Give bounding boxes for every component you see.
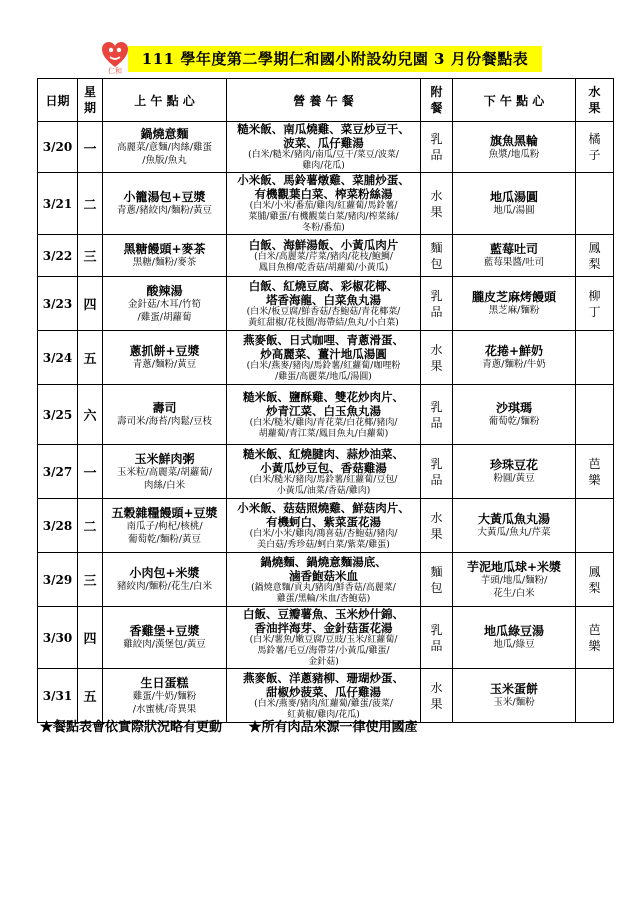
lunch-dishes: 白飯、紅燒豆腐、彩椒花椰、 xyxy=(248,278,399,293)
fruit-text: 鳳 xyxy=(588,564,601,579)
footer-notes xyxy=(40,716,620,735)
lunch-cell xyxy=(227,499,421,553)
header-weekday: 星 期 xyxy=(78,79,103,122)
table-row xyxy=(38,385,614,445)
afternoon-snack-name: 朧皮芝麻烤饅頭 xyxy=(471,290,556,304)
lunch-ingredients: (白米/薯魚/嫩豆腐/豆豉/玉米/紅蘿蔔/ xyxy=(249,635,398,645)
date-cell: 3/30 xyxy=(38,607,78,669)
afternoon-snack-ingredients: 地瓜/綠豆 xyxy=(493,639,535,650)
morning-snack-name: 黑糖饅頭+麥茶 xyxy=(123,242,206,256)
table-row xyxy=(38,122,614,173)
morning-snack-ingredients: 葡萄乾/麵粉/黃豆 xyxy=(128,533,201,545)
header-morning: 上 午 點 心 xyxy=(103,79,227,122)
header-fruit: 水 果 xyxy=(576,79,614,122)
side-cell xyxy=(421,499,453,553)
table-row xyxy=(38,331,614,385)
weekday-cell: 一 xyxy=(78,445,103,499)
afternoon-snack-cell xyxy=(453,277,576,331)
lunch-ingredients: (白米/板豆腐/鮮香菇/杏鮑菇/青花椰菜/ xyxy=(246,306,401,317)
morning-snack-name: 小籠湯包+豆漿 xyxy=(123,190,206,204)
side-text: 果 xyxy=(430,696,443,711)
morning-snack-ingredients: 玉米粒/高麗菜/胡蘿蔔/ xyxy=(116,466,213,478)
side-text: 果 xyxy=(430,526,443,541)
header-afternoon: 下 午 點 心 xyxy=(453,79,576,122)
morning-snack-ingredients: /水蜜桃/奇異果 xyxy=(132,703,197,715)
side-text: 果 xyxy=(430,204,443,219)
morning-snack-name: 酸辣湯 xyxy=(146,283,183,298)
side-text: 麵 xyxy=(430,564,443,579)
lunch-cell xyxy=(227,385,421,445)
morning-snack-ingredients: 雞絞肉/漢堡包/黃豆 xyxy=(123,639,206,650)
morning-snack-name: 玉米鮮肉粥 xyxy=(134,451,195,466)
afternoon-snack-name: 地瓜綠豆湯 xyxy=(483,624,544,638)
afternoon-snack-ingredients: 青蔥/麵粉/牛奶 xyxy=(482,359,546,370)
fruit-text: 橘 xyxy=(588,132,601,146)
side-text: 水 xyxy=(430,188,443,203)
side-text: 水 xyxy=(430,680,443,695)
lunch-ingredients: (白米/糙米/豬肉/南瓜/豆干/菜豆/波菜/ xyxy=(248,150,399,160)
lunch-dishes: 鍋燒麵、鍋燒意麵湯底、 xyxy=(260,554,387,569)
afternoon-snack-cell xyxy=(453,553,576,607)
lunch-cell xyxy=(227,445,421,499)
weekday-cell: 四 xyxy=(78,277,103,331)
afternoon-snack-name: 珍珠豆花 xyxy=(489,458,538,472)
table-row xyxy=(38,669,614,723)
fruit-text: 梨 xyxy=(588,580,601,595)
table-row xyxy=(38,607,614,669)
fruit-text: 芭 xyxy=(588,622,601,637)
weekday-cell: 一 xyxy=(78,122,103,173)
afternoon-snack-name: 玉米蛋餅 xyxy=(489,682,538,696)
side-text: 水 xyxy=(430,342,443,357)
side-text: 果 xyxy=(430,358,443,373)
header-row xyxy=(38,79,614,122)
lunch-cell xyxy=(227,277,421,331)
lunch-ingredients: (白米/燕麥/豬肉/紅蘿蔔/雞蛋/菠菜/ xyxy=(254,698,393,709)
lunch-ingredients: (白米/小米/雞肉/鴻喜菇/杏鮑菇/豬肉/ xyxy=(249,528,398,539)
lunch-ingredients: (鍋燒意麵/貢丸/豬肉/鮮香菇/高麗菜/ xyxy=(251,582,396,593)
side-text: 品 xyxy=(430,472,443,487)
fruit-cell xyxy=(576,385,614,445)
date-cell: 3/29 xyxy=(38,553,78,607)
afternoon-snack-cell xyxy=(453,173,576,235)
lunch-dishes: 小黃瓜炒豆包、香菇雞湯 xyxy=(260,460,387,475)
afternoon-snack-name: 地瓜湯圓 xyxy=(489,190,538,204)
morning-snack-cell xyxy=(103,235,227,277)
date-cell: 3/24 xyxy=(38,331,78,385)
morning-snack-name: 小肉包+米漿 xyxy=(129,566,200,580)
fruit-text: 柳 xyxy=(588,288,601,303)
lunch-dishes: 燕麥飯、日式咖哩、青蔥滑蛋、 xyxy=(243,332,404,347)
morning-snack-ingredients: 青蔥/豬絞肉/麵粉/黃豆 xyxy=(116,205,213,216)
morning-snack-name: 香雞堡+豆漿 xyxy=(129,624,200,638)
side-text: 麵 xyxy=(430,240,443,255)
lunch-dishes: 塔香海龍、白菜魚丸湯 xyxy=(266,292,381,307)
lunch-dishes: 有機蚵白、紫菜蛋花湯 xyxy=(266,514,381,529)
fruit-cell xyxy=(576,277,614,331)
lunch-ingredients: (白米/高麗菜/芹菜/豬肉/花枝/鮑鯛/ xyxy=(254,251,393,262)
side-text: 品 xyxy=(430,304,443,319)
side-text: 乳 xyxy=(430,132,443,146)
fruit-cell xyxy=(576,499,614,553)
lunch-cell xyxy=(227,173,421,235)
afternoon-snack-cell xyxy=(453,331,576,385)
morning-snack-name: 鍋燒意麵 xyxy=(140,127,189,141)
lunch-ingredients: 雞蛋/黑輪/米血/杏鮑菇) xyxy=(276,593,371,604)
lunch-dishes: 小米飯、菇菇照燒雞、鮮菇肉片、 xyxy=(237,500,410,515)
side-text: 包 xyxy=(430,256,443,271)
side-text: 品 xyxy=(430,148,443,162)
fruit-text: 樂 xyxy=(588,472,601,487)
morning-snack-cell xyxy=(103,122,227,173)
afternoon-snack-ingredients: 花生/白米 xyxy=(493,587,535,599)
lunch-ingredients: 鳳目魚柳/乾香菇/胡蘿蔔/小黃瓜) xyxy=(258,262,389,273)
fruit-text: 丁 xyxy=(588,304,601,319)
lunch-dishes: 白飯、海鮮湯飯、小黃瓜肉片 xyxy=(248,237,399,252)
weekday-cell: 二 xyxy=(78,499,103,553)
lunch-ingredients: (白米/糙米/豬肉/馬鈴薯/紅蘿蔔/豆包/ xyxy=(249,474,398,485)
footer-note: ★所有肉品來源一律使用國產 xyxy=(248,720,418,735)
fruit-cell xyxy=(576,122,614,173)
weekday-cell: 五 xyxy=(78,331,103,385)
date-cell: 3/21 xyxy=(38,173,78,235)
meal-table xyxy=(37,78,614,723)
morning-snack-ingredients: 黑糖/麵粉/麥茶 xyxy=(132,257,197,268)
fruit-text: 梨 xyxy=(588,256,601,271)
weekday-cell: 三 xyxy=(78,553,103,607)
lunch-ingredients: 紅黃椒/雞肉/花瓜) xyxy=(287,709,360,720)
afternoon-snack-ingredients: 芋頭/地瓜/麵粉/ xyxy=(480,574,548,586)
afternoon-snack-cell xyxy=(453,235,576,277)
afternoon-snack-cell xyxy=(453,445,576,499)
side-text: 乳 xyxy=(430,456,443,471)
afternoon-snack-ingredients: 地瓜/湯圓 xyxy=(493,205,535,216)
morning-snack-ingredients: /魚版/魚丸 xyxy=(142,155,187,166)
afternoon-snack-ingredients: 黑芝麻/麵粉 xyxy=(488,305,540,316)
morning-snack-ingredients: 高麗菜/意麵/肉絲/雞蛋 xyxy=(116,142,213,153)
header-lunch: 營 養 午 餐 xyxy=(227,79,421,122)
morning-snack-name: 蔥抓餅+豆漿 xyxy=(129,344,200,358)
afternoon-snack-cell xyxy=(453,499,576,553)
weekday-cell: 四 xyxy=(78,607,103,669)
date-cell: 3/25 xyxy=(38,385,78,445)
morning-snack-ingredients: 金針菇/木耳/竹筍 xyxy=(128,298,201,310)
afternoon-snack-name: 花捲+鮮奶 xyxy=(484,344,544,358)
lunch-dishes: 香油拌海芽、金針菇蛋花湯 xyxy=(254,621,393,635)
lunch-dishes: 糙米飯、紅燒腱肉、蒜炒油菜、 xyxy=(243,446,404,461)
lunch-dishes: 炒高麗菜、薑汁地瓜湯圓 xyxy=(260,346,387,361)
morning-snack-ingredients: 雞蛋/牛奶/麵粉 xyxy=(132,690,197,702)
side-cell xyxy=(421,385,453,445)
lunch-dishes: 波菜、瓜仔雞湯 xyxy=(283,136,364,150)
lunch-dishes: 糙米飯、鹽酥雞、雙花炒肉片、 xyxy=(243,389,404,404)
afternoon-snack-ingredients: 大黃瓜/魚丸/芹菜 xyxy=(477,527,551,538)
fruit-cell xyxy=(576,607,614,669)
lunch-ingredients: 小黃瓜/油菜/香菇/雞肉) xyxy=(276,485,371,496)
afternoon-snack-cell xyxy=(453,669,576,723)
kindergarten-logo xyxy=(100,40,130,74)
morning-snack-cell xyxy=(103,385,227,445)
lunch-ingredients: 雞肉/花瓜) xyxy=(302,161,345,171)
lunch-dishes: 小米飯、馬鈴薯燉雞、菜脯炒蛋、 xyxy=(237,173,410,187)
morning-snack-cell xyxy=(103,277,227,331)
lunch-cell xyxy=(227,122,421,173)
lunch-ingredients: 冬粉/番茄) xyxy=(302,223,345,233)
morning-snack-ingredients: 南瓜子/枸杞/核桃/ xyxy=(126,520,203,532)
morning-snack-ingredients: 青蔥/麵粉/黃豆 xyxy=(132,359,197,370)
date-cell: 3/31 xyxy=(38,669,78,723)
side-cell xyxy=(421,173,453,235)
afternoon-snack-ingredients: 粉圓/黃豆 xyxy=(493,473,535,484)
lunch-dishes: 有機觀葉白菜、榨菜粉絲湯 xyxy=(254,187,393,201)
morning-snack-name: 五穀雜糧饅頭+豆漿 xyxy=(111,505,218,520)
afternoon-snack-ingredients: 玉米/麵粉 xyxy=(493,697,535,708)
side-text: 乳 xyxy=(430,288,443,303)
header-date: 日期 xyxy=(38,79,78,122)
lunch-ingredients: (白米/小米/番茄/雞肉/紅蘿蔔/馬鈴薯/ xyxy=(249,201,398,211)
side-text: 乳 xyxy=(430,622,443,637)
morning-snack-cell xyxy=(103,331,227,385)
lunch-cell xyxy=(227,331,421,385)
afternoon-snack-cell xyxy=(453,385,576,445)
side-cell xyxy=(421,607,453,669)
lunch-ingredients: 金針菇) xyxy=(308,657,339,667)
lunch-ingredients: /雞蛋/高麗菜/地瓜/湯圓) xyxy=(275,371,372,382)
fruit-text: 樂 xyxy=(588,638,601,653)
side-cell xyxy=(421,553,453,607)
table-row xyxy=(38,277,614,331)
lunch-cell xyxy=(227,553,421,607)
date-cell: 3/27 xyxy=(38,445,78,499)
side-cell xyxy=(421,277,453,331)
morning-snack-cell xyxy=(103,553,227,607)
fruit-cell xyxy=(576,235,614,277)
afternoon-snack-ingredients: 葡萄乾/麵粉 xyxy=(488,416,540,427)
footer-note: ★餐點表會依實際狀況略有更動 xyxy=(40,720,223,735)
lunch-ingredients: 胡蘿蔔/青江菜/鳳目魚丸/白蘿蔔) xyxy=(258,428,389,439)
table-row xyxy=(38,445,614,499)
side-cell xyxy=(421,122,453,173)
fruit-text: 芭 xyxy=(588,456,601,471)
afternoon-snack-cell xyxy=(453,122,576,173)
morning-snack-name: 生日蛋糕 xyxy=(140,675,189,690)
fruit-cell xyxy=(576,173,614,235)
afternoon-snack-ingredients: 藍莓果醬/吐司 xyxy=(483,257,545,268)
weekday-cell: 五 xyxy=(78,669,103,723)
lunch-ingredients: 菜脯/雞蛋/有機觀葉白菜/豬肉/榨菜絲/ xyxy=(248,212,399,222)
date-cell: 3/23 xyxy=(38,277,78,331)
table-row xyxy=(38,173,614,235)
logo-text: 仁和 xyxy=(108,67,122,74)
lunch-cell xyxy=(227,607,421,669)
table-row xyxy=(38,553,614,607)
table-row xyxy=(38,235,614,277)
morning-snack-cell xyxy=(103,173,227,235)
weekday-cell: 二 xyxy=(78,173,103,235)
morning-snack-ingredients: 壽司米/海苔/肉鬆/豆枝 xyxy=(116,416,213,427)
header-side: 附 餐 xyxy=(421,79,453,122)
afternoon-snack-name: 大黃瓜魚丸湯 xyxy=(477,512,550,526)
fruit-cell xyxy=(576,445,614,499)
morning-snack-name: 壽司 xyxy=(152,401,177,415)
side-text: 水 xyxy=(430,510,443,525)
morning-snack-cell xyxy=(103,607,227,669)
title-area xyxy=(100,40,542,78)
lunch-ingredients: 黃紅甜椒/花枝圈/海帶結/魚丸/小白菜) xyxy=(248,317,399,328)
table-row xyxy=(38,499,614,553)
fruit-text: 子 xyxy=(588,148,601,162)
side-cell xyxy=(421,669,453,723)
morning-snack-ingredients: 豬絞肉/麵粉/花生/白米 xyxy=(116,581,213,592)
lunch-ingredients: (白米/燕麥/豬肉/馬鈴薯/紅蘿蔔/咖哩粉 xyxy=(246,360,401,371)
afternoon-snack-name: 沙琪瑪 xyxy=(495,401,532,415)
afternoon-snack-name: 旗魚黑輪 xyxy=(489,133,538,148)
side-cell xyxy=(421,331,453,385)
afternoon-snack-cell xyxy=(453,607,576,669)
side-cell xyxy=(421,235,453,277)
morning-snack-cell xyxy=(103,499,227,553)
afternoon-snack-ingredients: 魚漿/地瓜粉 xyxy=(488,148,540,160)
lunch-dishes: 炒青江菜、白玉魚丸湯 xyxy=(266,403,381,418)
morning-snack-ingredients: /雞蛋/胡蘿蔔 xyxy=(137,311,192,323)
morning-snack-cell xyxy=(103,669,227,723)
lunch-dishes: 白飯、豆瓣薯魚、玉米炒什錦、 xyxy=(243,607,404,621)
side-text: 品 xyxy=(430,638,443,653)
date-cell: 3/20 xyxy=(38,122,78,173)
afternoon-snack-name: 芋泥地瓜球+米漿 xyxy=(466,559,562,574)
date-cell: 3/22 xyxy=(38,235,78,277)
lunch-dishes: 糙米飯、南瓜燒雞、菜豆炒豆干、 xyxy=(237,122,410,136)
side-text: 包 xyxy=(430,580,443,595)
lunch-dishes: 滷香鮑菇米血 xyxy=(289,568,358,583)
lunch-dishes: 甜椒炒菠菜、瓜仔雞湯 xyxy=(266,684,381,699)
lunch-ingredients: (白米/糙米/雞肉/青花菜/白花椰/豬肉/ xyxy=(249,417,398,428)
lunch-dishes: 燕麥飯、洋蔥豬柳、珊瑚炒蛋、 xyxy=(243,670,404,685)
side-text: 乳 xyxy=(430,399,443,414)
date-cell: 3/28 xyxy=(38,499,78,553)
side-cell xyxy=(421,445,453,499)
morning-snack-cell xyxy=(103,445,227,499)
side-text: 品 xyxy=(430,415,443,430)
lunch-ingredients: 美白菇/秀珍菇/蚵白菜/紫菜/雞蛋) xyxy=(257,539,390,550)
fruit-cell xyxy=(576,669,614,723)
weekday-cell: 六 xyxy=(78,385,103,445)
fruit-cell xyxy=(576,553,614,607)
fruit-cell xyxy=(576,331,614,385)
lunch-cell xyxy=(227,669,421,723)
weekday-cell: 三 xyxy=(78,235,103,277)
fruit-text: 鳳 xyxy=(588,240,601,255)
lunch-cell xyxy=(227,235,421,277)
page-title: 111 學年度第二學期仁和國小附設幼兒園 3 月份餐點表 xyxy=(128,46,542,72)
morning-snack-ingredients: 肉絲/白米 xyxy=(143,479,186,491)
lunch-ingredients: 馬鈴薯/毛豆/海帶芽/小黃瓜/雞蛋/ xyxy=(257,646,390,656)
afternoon-snack-name: 藍莓吐司 xyxy=(489,242,538,256)
